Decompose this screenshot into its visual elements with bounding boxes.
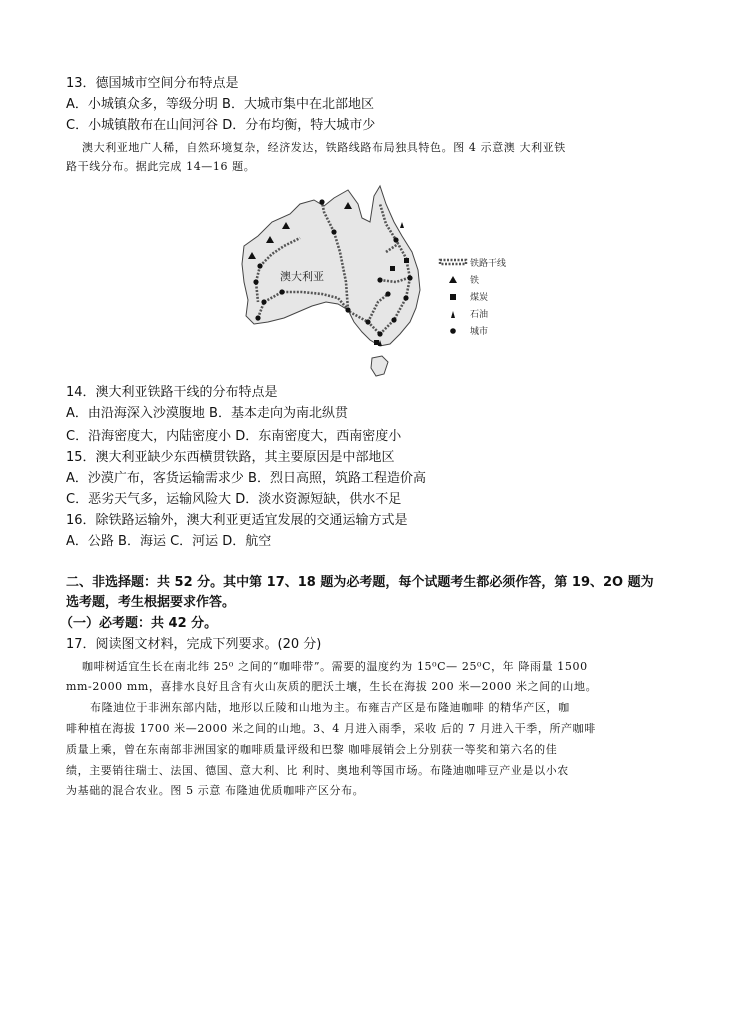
city-marker: [391, 317, 396, 322]
coal-marker: [374, 340, 379, 345]
city-marker: [331, 229, 336, 234]
q14-stem: 14．澳大利亚铁路干线的分布特点是: [66, 385, 278, 400]
section2-heading-line-2: 选考题，考生根据要求作答。: [66, 595, 236, 610]
intro-line-1: 澳大利亚地广人稀，自然环境复杂，经济发达，铁路线路布局独具特色。图 4 示意澳 大利亚铁: [82, 141, 566, 154]
q13-stem: 13．德国城市空间分布特点是: [66, 76, 239, 91]
oil-marker: [400, 222, 404, 228]
city-legend-label: 城市: [470, 327, 489, 337]
oil-legend-label: 石油: [470, 310, 489, 320]
q17-stem: 17．阅读图文材料，完成下列要求。(20 分): [66, 637, 322, 652]
city-marker: [253, 279, 258, 284]
q13-options-ab: A．小城镇众多，等级分明 B．大城市集中在北部地区: [66, 97, 374, 112]
intro-line-2: 路干线分布。据此完成 14—16 题。: [66, 160, 256, 173]
q16-options: A．公路 B．海运 C．河运 D．航空: [66, 534, 272, 549]
rail-legend-label: 铁路干线: [470, 259, 507, 269]
city-marker: [385, 291, 390, 296]
coal-marker: [390, 266, 395, 271]
map-legend: [440, 257, 506, 337]
coal-marker: [404, 258, 409, 263]
q14-options-cd: C．沿海密度大，内陆密度小 D．东南密度大，西南密度小: [66, 429, 402, 444]
q15-stem: 15．澳大利亚缺少东西横贯铁路，其主要原因是中部地区: [66, 450, 395, 465]
required-questions-heading: （一）必考题：共 42 分。: [60, 616, 218, 631]
q14-options-ab: A．由沿海深入沙漠腹地 B．基本走向为南北纵贯: [66, 406, 348, 421]
q17-para2-line5: 为基础的混合农业。图 5 示意 布隆迪优质咖啡产区分布。: [66, 784, 365, 797]
q16-stem: 16．除铁路运输外，澳大利亚更适宜发展的交通运输方式是: [66, 513, 408, 528]
q13-options-cd: C．小城镇散布在山间河谷 D．分布均衡，特大城市少: [66, 118, 376, 133]
q15-options-ab: A．沙漠广布，客货运输需求少 B．烈日高照，筑路工程造价高: [66, 471, 426, 486]
city-marker: [279, 289, 284, 294]
city-marker: [257, 263, 262, 268]
city-marker: [345, 307, 350, 312]
iron-legend-label: 铁: [470, 276, 480, 286]
coal-legend-symbol: [450, 294, 456, 300]
q17-para2-line3: 质量上乘，曾在东南部非洲国家的咖啡质量评级和巴黎 咖啡展销会上分别获一等奖和第六名的佳: [66, 743, 558, 756]
city-marker: [403, 295, 408, 300]
coal-legend-label: 煤炭: [470, 293, 489, 303]
section2-heading-line-1: 二、非选择题：共 52 分。其中第 17、18 题为必考题，每个试题考生都必须作答，第 19、2O 题为: [66, 575, 654, 590]
city-marker: [377, 331, 382, 336]
q17-para2-line4: 绩，主要销往瑞士、法国、德国、意大利、比 利时、奥地利等国市场。布隆迪咖啡豆产业是以小农: [66, 764, 569, 777]
country-label: 澳大利亚: [280, 270, 324, 283]
city-marker: [319, 199, 324, 204]
australia-rail-map: [230, 182, 530, 382]
city-legend-symbol: [450, 328, 456, 334]
city-marker: [407, 275, 412, 280]
city-marker: [377, 277, 382, 282]
city-marker: [365, 319, 370, 324]
city-marker: [393, 237, 398, 242]
q17-para1-line2: mm-2000 mm，喜排水良好且含有火山灰质的肥沃土壤，生长在海拔 200 米—2000 米之间的山地。: [66, 680, 598, 693]
city-marker: [255, 315, 260, 320]
city-marker: [261, 299, 266, 304]
iron-legend-symbol: [449, 276, 457, 283]
oil-legend-symbol: [451, 311, 455, 318]
q17-para2-line2: 啡种植在海拔 1700 米—2000 米之间的山地。3、4 月进入雨季，采收 后的 7 月进入干季，所产咖啡: [66, 722, 596, 735]
q17-para2-line1: 布隆迪位于非洲东部内陆，地形以丘陵和山地为主。布雍吉产区是布隆迪咖啡 的精华产区，咖: [90, 701, 570, 714]
rail-legend-symbol: [440, 260, 466, 264]
tasmania: [371, 356, 388, 376]
q17-para1-line1: 咖啡树适宜生长在南北纬 25⁰ 之间的“咖啡带”。需要的温度约为 15⁰C— 25⁰C，年 降雨量 1500: [82, 660, 588, 673]
q15-options-cd: C．恶劣天气多，运输风险大 D．淡水资源短缺，供水不足: [66, 492, 402, 507]
